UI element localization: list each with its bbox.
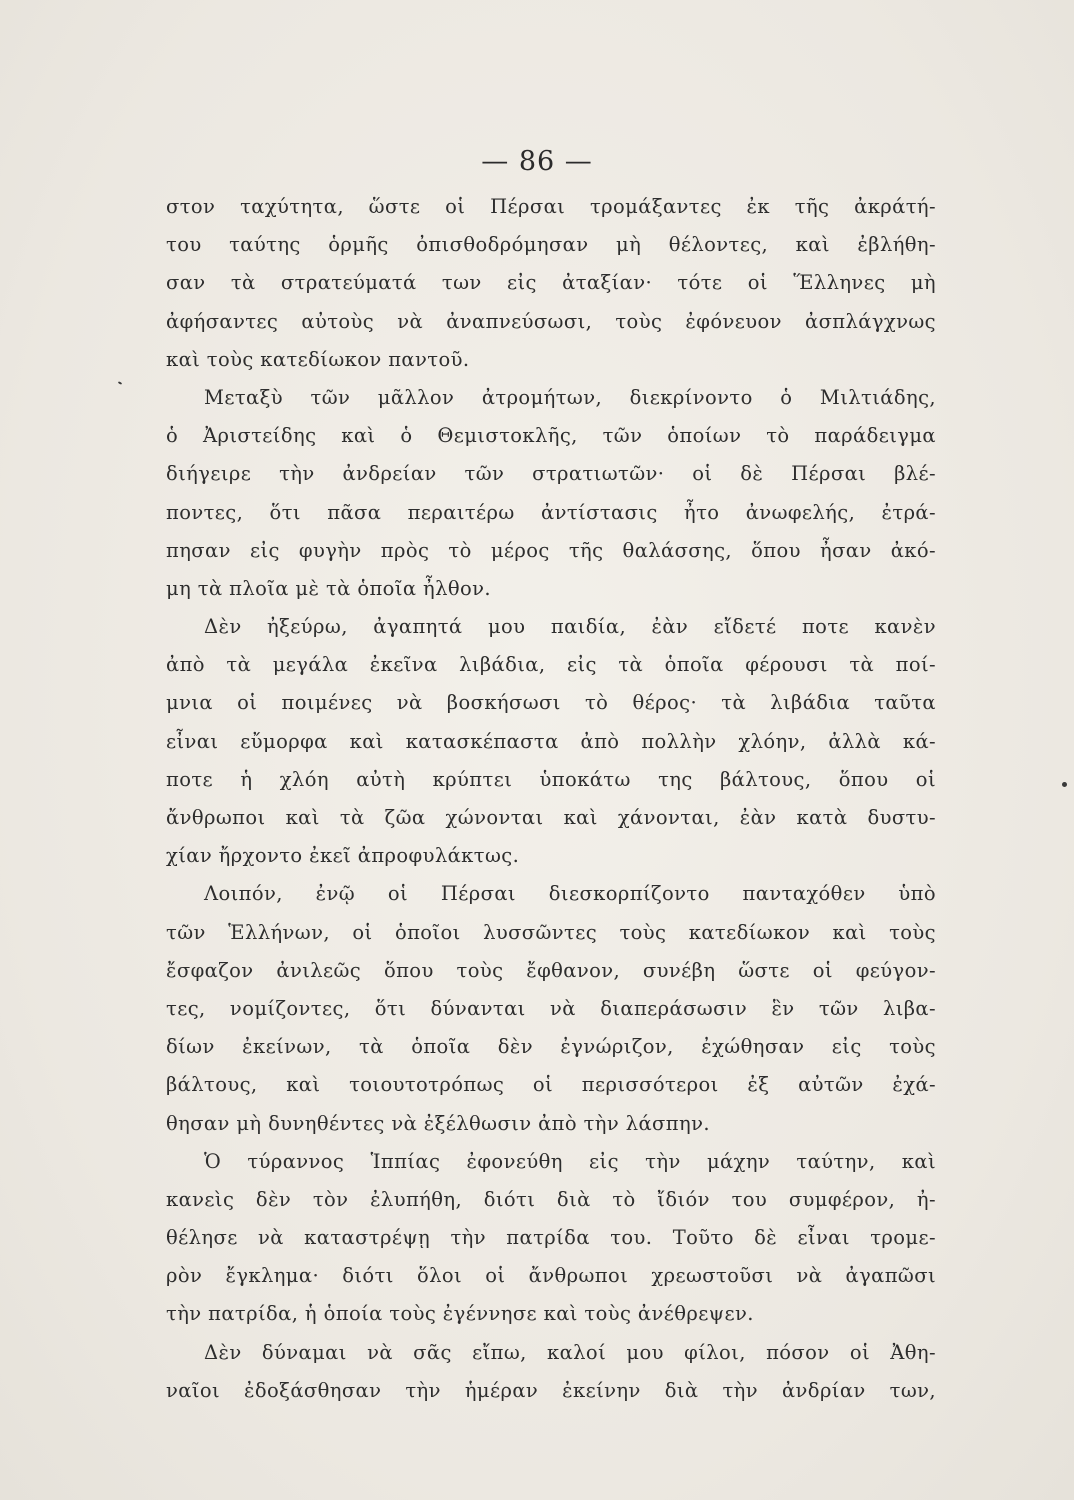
text-line: ποντες, ὅτι πᾶσα περαιτέρω ἀντίστασις ἦτο ἀνωφελής, ἐτρά- bbox=[166, 500, 936, 524]
text-line: ρὸν ἔγκλημα· διότι ὅλοι οἱ ἄνθρωποι χρεωστοῦσι νὰ ἀγαπῶσι bbox=[166, 1264, 936, 1288]
text-line: τὴν πατρίδα, ἡ ὁποία τοὺς ἐγέννησε καὶ τοὺς ἀνέθρεψεν. bbox=[166, 1302, 754, 1326]
text-line: θησαν μὴ δυνηθέντες νὰ ἐξέλθωσιν ἀπὸ τὴν λάσπην. bbox=[166, 1111, 710, 1135]
text-line: ναῖοι ἐδοξάσθησαν τὴν ἡμέραν ἐκείνην διὰ τὴν ἀνδρίαν των, bbox=[166, 1378, 936, 1402]
text-line: μη τὰ πλοῖα μὲ τὰ ὁποῖα ἦλθον. bbox=[166, 576, 492, 600]
text-line: βάλτους, καὶ τοιουτοτρόπως οἱ περισσότεροι ἐξ αὐτῶν ἐχά- bbox=[166, 1073, 936, 1097]
text-line: Ὁ τύραννος Ἱππίας ἐφονεύθη εἰς τὴν μάχην ταύτην, καὶ bbox=[204, 1149, 936, 1173]
text-line: Μεταξὺ τῶν μᾶλλον ἀτρομήτων, διεκρίνοντο ὁ Μιλτιάδης, bbox=[204, 385, 936, 409]
text-line: ἔσφαζον ἀνιλεῶς ὅπου τοὺς ἔφθανον, συνέβη ὥστε οἱ φεύγον- bbox=[166, 958, 936, 982]
ink-speck bbox=[118, 381, 122, 385]
text-line: ποτε ἡ χλόη αὐτὴ κρύπτει ὑποκάτω της βάλτους, ὅπου οἱ bbox=[166, 767, 936, 791]
text-line: μνια οἱ ποιμένες νὰ βοσκήσωσι τὸ θέρος· τὰ λιβάδια ταῦτα bbox=[166, 691, 936, 715]
text-line: δίων ἐκείνων, τὰ ὁποῖα δὲν ἐγνώριζον, ἐχώθησαν εἰς τοὺς bbox=[166, 1035, 936, 1059]
text-line: πησαν εἰς φυγὴν πρὸς τὸ μέρος τῆς θαλάσσης, ὅπου ἦσαν ἀκό- bbox=[166, 538, 936, 562]
text-line: διήγειρε τὴν ἀνδρείαν τῶν στρατιωτῶν· οἱ δὲ Πέρσαι βλέ- bbox=[166, 462, 936, 486]
body-text bbox=[166, 188, 936, 1410]
text-line: καὶ τοὺς κατεδίωκον παντοῦ. bbox=[166, 347, 470, 371]
text-line: ἀφήσαντες αὐτοὺς νὰ ἀναπνεύσωσι, τοὺς ἐφόνευον ἀσπλάγχνως bbox=[166, 309, 936, 333]
text-line: του ταύτης ὁρμῆς ὀπισθοδρόμησαν μὴ θέλοντες, καὶ ἐβλήθη- bbox=[166, 233, 936, 257]
text-line: θέλησε νὰ καταστρέψῃ τὴν πατρίδα του. Τοῦτο δὲ εἶναι τρομε- bbox=[166, 1226, 936, 1250]
text-line: Δὲν ἠξεύρω, ἀγαπητά μου παιδία, ἐὰν εἴδετέ ποτε κανὲν bbox=[204, 615, 936, 639]
text-line: σαν τὰ στρατεύματά των εἰς ἀταξίαν· τότε οἱ Ἕλληνες μὴ bbox=[166, 271, 936, 295]
text-line: ὁ Ἀριστείδης καὶ ὁ Θεμιστοκλῆς, τῶν ὁποίων τὸ παράδειγμα bbox=[166, 424, 936, 448]
text-line: κανεὶς δὲν τὸν ἐλυπήθη, διότι διὰ τὸ ἴδιόν του συμφέρον, ἠ- bbox=[166, 1187, 936, 1211]
text-line: Λοιπόν, ἐνῷ οἱ Πέρσαι διεσκορπίζοντο πανταχόθεν ὑπὸ bbox=[204, 882, 936, 906]
text-line: χίαν ἤρχοντο ἐκεῖ ἀπροφυλάκτως. bbox=[166, 844, 520, 868]
text-line: στον ταχύτητα, ὥστε οἱ Πέρσαι τρομάξαντες ἐκ τῆς ἀκράτή- bbox=[166, 195, 936, 218]
text-line: εἶναι εὔμορφα καὶ κατασκέπαστα ἀπὸ πολλὴν χλόην, ἀλλὰ κά- bbox=[166, 729, 936, 753]
text-line: ἀπὸ τὰ μεγάλα ἐκεῖνα λιβάδια, εἰς τὰ ὁποῖα φέρουσι τὰ ποί- bbox=[166, 653, 936, 677]
text-line: τῶν Ἑλλήνων, οἱ ὁποῖοι λυσσῶντες τοὺς κατεδίωκον καὶ τοὺς bbox=[166, 920, 936, 944]
page-number: — 86 — bbox=[481, 146, 593, 177]
text-line: ἄνθρωποι καὶ τὰ ζῶα χώνονται καὶ χάνονται, ἐὰν κατὰ δυστυ- bbox=[166, 806, 936, 829]
text-line: Δὲν δύναμαι νὰ σᾶς εἴπω, καλοί μου φίλοι, πόσον οἱ Ἀθη- bbox=[204, 1340, 936, 1364]
text-line: τες, νομίζοντες, ὅτι δύνανται νὰ διαπεράσωσιν ἓν τῶν λιβα- bbox=[166, 996, 936, 1020]
ink-speck bbox=[1062, 782, 1067, 787]
